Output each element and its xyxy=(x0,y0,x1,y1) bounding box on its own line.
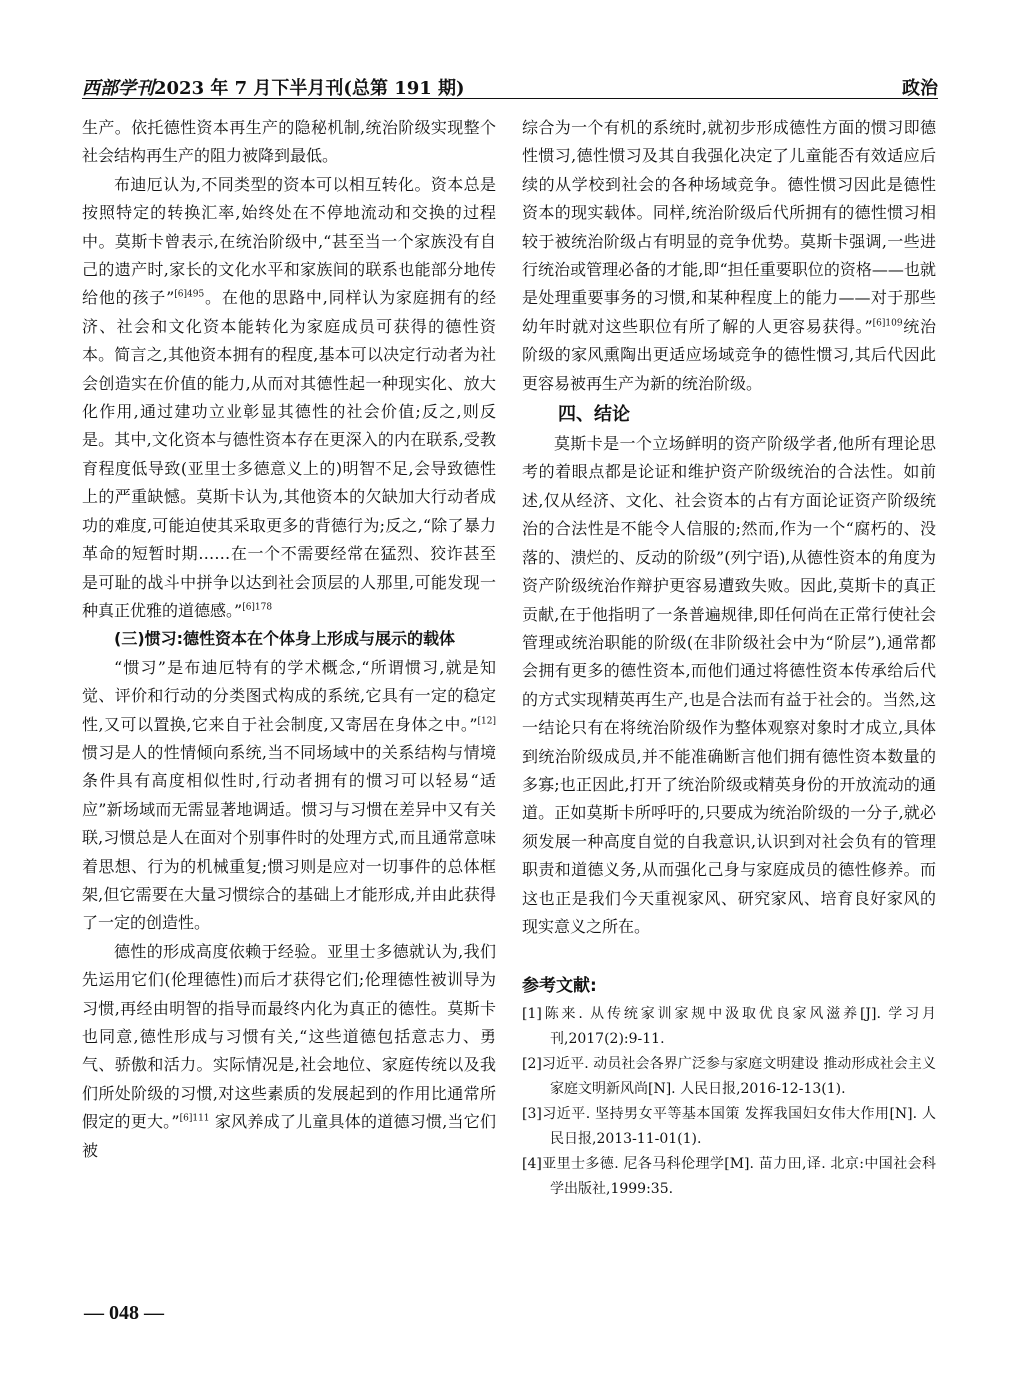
reference-item: [2]习近平. 动员社会各界广泛参与家庭文明建设 推动形成社会主义家庭文明新风尚[N]. 人民日报,2016-12-13(1). xyxy=(522,1056,936,1098)
citation: [6]109 xyxy=(872,318,903,329)
header-left xyxy=(82,74,465,100)
citation: [12] xyxy=(477,716,496,727)
paragraph: 生产。依托德性资本再生产的隐秘机制,统治阶级实现整个社会结构再生产的阻力被降到最低。 xyxy=(82,118,496,166)
issue-info: 2023 年 7 月下半月刊(总第 191 期) xyxy=(154,78,465,99)
paragraph: 综合为一个有机的系统时,就初步形成德性方面的惯习即德性惯习,德性惯习及其自我强化决定了儿童能否有效适应后续的从学校到社会的各种场域竞争。德性惯习因此是德性资本的现实载体。同样,统治阶级后代所拥有的德性惯习相较于被统治阶级占有明显的竞争优势。莫斯卡强调,一些进行统治或管理必备的才能,即“担任重要职位的资格——也就是处理重要事务的习惯,和某种程度上的能力——对于那些幼年时就对这些职位有所了解的人更容易获得。”$^{[6]109}$统治阶级的家风熏陶出更适应场域竞争的德性惯习,其后代因此更容易被再生产为新的统治阶级。 xyxy=(522,118,936,393)
left-column xyxy=(82,114,496,1165)
reference-item: [3]习近平. 坚持男女平等基本国策 发挥我国妇女伟大作用[N]. 人民日报,2013-11-01(1). xyxy=(522,1106,936,1148)
paragraph: “惯习”是布迪厄特有的学术概念,“所谓惯习,就是知觉、评价和行动的分类图式构成的系统,它具有一定的稳定性,又可以置换,它来自于社会制度,又寄居在身体之中。”[12]惯习是人的性情倾向系统,当不同场域中的关系结构与情境条件具有高度相似性时,行动者拥有的惯习可以轻易“适应”新场域而无需显著地调适。惯习与习惯在差异中又有关联,习惯总是人在面对个别事件时的处理方式,而且通常意味着思想、行为的机械重复;惯习则是应对一切事件的总体框架,但它需要在大量习惯综合的基础上才能形成,并由此获得了一定的创造性。 xyxy=(82,657,496,933)
running-header xyxy=(82,72,938,99)
paragraph: 布迪厄认为,不同类型的资本可以相互转化。资本总是按照特定的转换汇率,始终处在不停地流动和交换的过程中。莫斯卡曾表示,在统治阶级中,“甚至当一个家族没有自己的遗产时,家长的文化水平和家族间的联系也能部分地传给他的孩子”$^{[6]495}$。在他的思路中,同样认为家庭拥有的经济、社会和文化资本能转化为家庭成员可获得的德性资本。简言之,其他资本拥有的程度,基本可以决定行动者为社会创造实在价值的能力,从而对其德性起一种现实化、放大化作用,通过建功立业彰显其德性的社会价值;反之,则反是。其中,文化资本与德性资本存在更深入的内在联系,受教育程度低导致(亚里士多德意义上的)明智不足,会导致德性上的严重缺憾。莫斯卡认为,其他资本的欠缺加大行动者成功的难度,可能迫使其采取更多的背德行为;反之,“除了暴力革命的短暂时期……在一个不需要经常在猛烈、狡诈甚至是可耻的战斗中拼争以达到社会顶层的人那里,可能发现一种真正优雅的道德感。”$^{[6]178}$ xyxy=(82,174,496,620)
reference-item: [4]亚里士多德. 尼各马科伦理学[M]. 苗力田,译. 北京:中国社会科学出版社,1999:35. xyxy=(522,1156,936,1198)
citation: [6]178 xyxy=(242,602,273,613)
citation: [6]495 xyxy=(174,290,205,301)
paragraph: 莫斯卡是一个立场鲜明的资产阶级学者,他所有理论思考的着眼点都是论证和维护资产阶级统治的合法性。如前述,仅从经济、文化、社会资本的占有方面论证资产阶级统治的合法性是不能令人信服的;然而,作为一个“腐朽的、没落的、溃烂的、反动的阶级”(列宁语),从德性资本的角度为资产阶级统治作辩护更容易遭致失败。因此,莫斯卡的真正贡献,在于他指明了一条普遍规律,即任何尚在正常行使社会管理或统治职能的阶级(在非阶级社会中为“阶层”),通常都会拥有更多的德性资本,而他们通过将德性资本传承给后代的方式实现精英再生产,也是合法而有益于社会的。当然,这一结论只有在将统治阶级作为整体观察对象时才成立,具体到统治阶级成员,并不能准确断言他们拥有德性资本数量的多寡;也正因此,打开了统治阶级或精英身份的开放流动的通道。正如莫斯卡所呼吁的,只要成为统治阶级的一分子,就必须发展一种高度自觉的自我意识,认识到对社会负有的管理职责和道德义务,从而强化己身与家庭成员的德性修养。而这也正是我们今天重视家风、研究家风、培育良好家风的现实意义之所在。 xyxy=(522,434,936,936)
right-column xyxy=(522,114,936,1202)
section-heading: 四、结论 xyxy=(558,404,630,426)
references-title: 参考文献: xyxy=(522,976,597,997)
citation: [6]111 xyxy=(179,1113,210,1124)
section-name: 政治 xyxy=(902,78,938,99)
page-number: — 048 — xyxy=(84,1302,164,1324)
journal-logo: 西部学刊 xyxy=(82,78,154,99)
paragraph: 德性的形成高度依赖于经验。亚里士多德就认为,我们先运用它们(伦理德性)而后才获得它们;伦理德性被训导为习惯,再经由明智的指导而最终内化为真正的德性。莫斯卡也同意,德性形成与习惯有关,“这些道德包括意志力、勇气、骄傲和活力。实际情况是,社会地位、家庭传统以及我们所处阶级的习惯,对这些素质的发展起到的作用比通常所假定的更大。”$^{[6]111}$ 家风养成了儿童具体的道德习惯,当它们被 xyxy=(82,941,496,1160)
subsection-heading: (三)惯习:德性资本在个体身上形成与展示的载体 xyxy=(114,629,456,649)
reference-item: [1]陈来. 从传统家训家规中汲取优良家风滋养[J]. 学习月刊,2017(2):9-11. xyxy=(522,1006,936,1048)
